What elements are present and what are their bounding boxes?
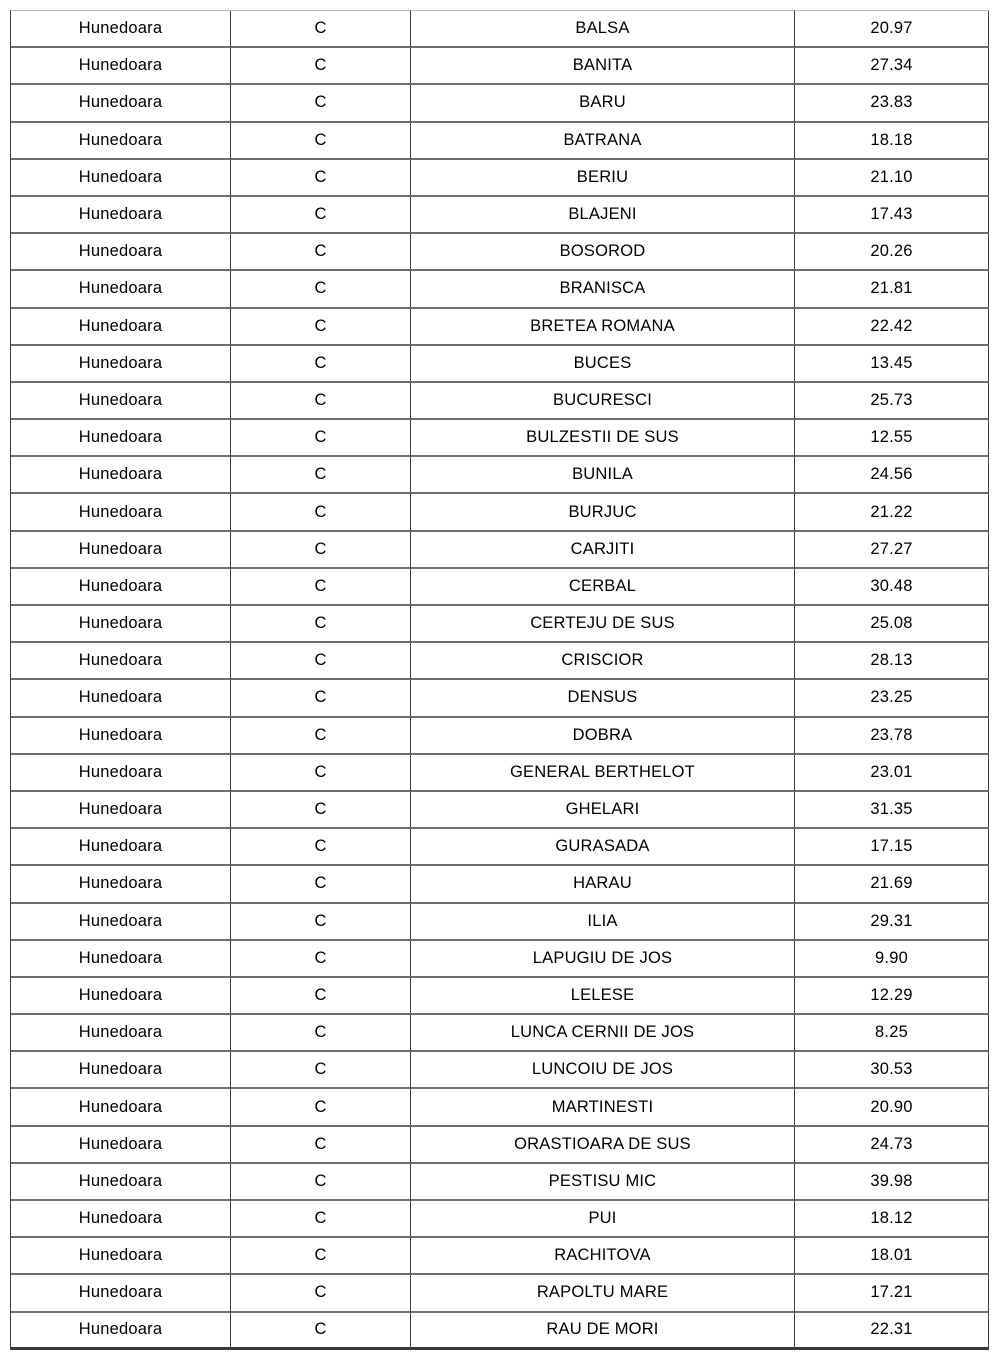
cell-locality: LAPUGIU DE JOS: [411, 941, 795, 978]
cell-county: Hunedoara: [11, 606, 231, 643]
cell-county: Hunedoara: [11, 234, 231, 271]
cell-type: C: [231, 234, 411, 271]
cell-county: Hunedoara: [11, 197, 231, 234]
cell-locality: ORASTIOARA DE SUS: [411, 1127, 795, 1164]
cell-type: C: [231, 904, 411, 941]
cell-locality: CRISCIOR: [411, 643, 795, 680]
cell-locality: LUNCA CERNII DE JOS: [411, 1015, 795, 1052]
cell-locality: RAPOLTU MARE: [411, 1275, 795, 1312]
cell-locality: CERTEJU DE SUS: [411, 606, 795, 643]
cell-type: C: [231, 792, 411, 829]
cell-county: Hunedoara: [11, 680, 231, 717]
cell-value: 21.69: [795, 866, 989, 903]
cell-locality: BRANISCA: [411, 271, 795, 308]
cell-locality: DOBRA: [411, 718, 795, 755]
cell-county: Hunedoara: [11, 866, 231, 903]
cell-type: C: [231, 1052, 411, 1089]
cell-type: C: [231, 383, 411, 420]
cell-value: 13.45: [795, 346, 989, 383]
cell-type: C: [231, 11, 411, 48]
cell-locality: MARTINESTI: [411, 1089, 795, 1126]
cell-type: C: [231, 1164, 411, 1201]
cell-value: 23.78: [795, 718, 989, 755]
cell-locality: BOSOROD: [411, 234, 795, 271]
cell-value: 17.15: [795, 829, 989, 866]
cell-locality: CARJITI: [411, 532, 795, 569]
cell-locality: BRETEA ROMANA: [411, 309, 795, 346]
cell-locality: PESTISU MIC: [411, 1164, 795, 1201]
cell-type: C: [231, 829, 411, 866]
cell-type: C: [231, 457, 411, 494]
cell-value: 30.48: [795, 569, 989, 606]
cell-county: Hunedoara: [11, 1164, 231, 1201]
cell-value: 27.27: [795, 532, 989, 569]
cell-value: 20.97: [795, 11, 989, 48]
cell-type: C: [231, 123, 411, 160]
cell-value: 18.18: [795, 123, 989, 160]
cell-value: 21.10: [795, 160, 989, 197]
cell-county: Hunedoara: [11, 792, 231, 829]
cell-value: 17.21: [795, 1275, 989, 1312]
cell-locality: GHELARI: [411, 792, 795, 829]
cell-county: Hunedoara: [11, 123, 231, 160]
cell-county: Hunedoara: [11, 978, 231, 1015]
cell-value: 22.31: [795, 1313, 989, 1350]
cell-locality: PUI: [411, 1201, 795, 1238]
cell-type: C: [231, 755, 411, 792]
cell-type: C: [231, 85, 411, 122]
cell-locality: BERIU: [411, 160, 795, 197]
cell-county: Hunedoara: [11, 85, 231, 122]
cell-type: C: [231, 494, 411, 531]
cell-locality: GENERAL BERTHELOT: [411, 755, 795, 792]
cell-county: Hunedoara: [11, 160, 231, 197]
cell-county: Hunedoara: [11, 1238, 231, 1275]
cell-county: Hunedoara: [11, 1015, 231, 1052]
cell-county: Hunedoara: [11, 1052, 231, 1089]
cell-value: 31.35: [795, 792, 989, 829]
cell-county: Hunedoara: [11, 271, 231, 308]
cell-county: Hunedoara: [11, 494, 231, 531]
cell-locality: BATRANA: [411, 123, 795, 160]
cell-type: C: [231, 271, 411, 308]
cell-type: C: [231, 1201, 411, 1238]
cell-value: 25.73: [795, 383, 989, 420]
cell-type: C: [231, 1015, 411, 1052]
cell-county: Hunedoara: [11, 48, 231, 85]
cell-county: Hunedoara: [11, 11, 231, 48]
cell-value: 24.73: [795, 1127, 989, 1164]
cell-county: Hunedoara: [11, 643, 231, 680]
cell-locality: BULZESTII DE SUS: [411, 420, 795, 457]
cell-type: C: [231, 48, 411, 85]
cell-locality: BANITA: [411, 48, 795, 85]
cell-value: 21.22: [795, 494, 989, 531]
cell-value: 18.01: [795, 1238, 989, 1275]
cell-value: 25.08: [795, 606, 989, 643]
cell-locality: BURJUC: [411, 494, 795, 531]
cell-value: 12.55: [795, 420, 989, 457]
cell-value: 20.26: [795, 234, 989, 271]
cell-type: C: [231, 1275, 411, 1312]
cell-locality: RACHITOVA: [411, 1238, 795, 1275]
cell-locality: BLAJENI: [411, 197, 795, 234]
cell-locality: BUCES: [411, 346, 795, 383]
cell-type: C: [231, 532, 411, 569]
cell-type: C: [231, 680, 411, 717]
cell-type: C: [231, 346, 411, 383]
cell-county: Hunedoara: [11, 941, 231, 978]
cell-county: Hunedoara: [11, 1089, 231, 1126]
cell-type: C: [231, 309, 411, 346]
cell-value: 28.13: [795, 643, 989, 680]
cell-county: Hunedoara: [11, 1275, 231, 1312]
cell-county: Hunedoara: [11, 829, 231, 866]
cell-type: C: [231, 420, 411, 457]
cell-type: C: [231, 569, 411, 606]
cell-value: 30.53: [795, 1052, 989, 1089]
cell-locality: ILIA: [411, 904, 795, 941]
cell-value: 23.01: [795, 755, 989, 792]
cell-type: C: [231, 1089, 411, 1126]
cell-locality: BUCURESCI: [411, 383, 795, 420]
cell-type: C: [231, 941, 411, 978]
cell-value: 8.25: [795, 1015, 989, 1052]
cell-value: 18.12: [795, 1201, 989, 1238]
cell-type: C: [231, 606, 411, 643]
cell-locality: BARU: [411, 85, 795, 122]
cell-county: Hunedoara: [11, 904, 231, 941]
cell-value: 21.81: [795, 271, 989, 308]
cell-value: 17.43: [795, 197, 989, 234]
cell-value: 9.90: [795, 941, 989, 978]
data-table: [10, 10, 989, 1350]
cell-county: Hunedoara: [11, 1201, 231, 1238]
cell-county: Hunedoara: [11, 457, 231, 494]
cell-locality: LUNCOIU DE JOS: [411, 1052, 795, 1089]
cell-locality: GURASADA: [411, 829, 795, 866]
cell-type: C: [231, 643, 411, 680]
cell-type: C: [231, 197, 411, 234]
cell-county: Hunedoara: [11, 309, 231, 346]
cell-county: Hunedoara: [11, 1127, 231, 1164]
cell-locality: HARAU: [411, 866, 795, 903]
cell-value: 20.90: [795, 1089, 989, 1126]
cell-county: Hunedoara: [11, 383, 231, 420]
cell-county: Hunedoara: [11, 718, 231, 755]
cell-value: 23.83: [795, 85, 989, 122]
cell-locality: DENSUS: [411, 680, 795, 717]
cell-county: Hunedoara: [11, 532, 231, 569]
cell-value: 39.98: [795, 1164, 989, 1201]
cell-type: C: [231, 866, 411, 903]
cell-value: 24.56: [795, 457, 989, 494]
cell-county: Hunedoara: [11, 420, 231, 457]
cell-type: C: [231, 718, 411, 755]
cell-type: C: [231, 1127, 411, 1164]
cell-value: 23.25: [795, 680, 989, 717]
cell-type: C: [231, 1238, 411, 1275]
cell-locality: BALSA: [411, 11, 795, 48]
cell-type: C: [231, 978, 411, 1015]
cell-county: Hunedoara: [11, 1313, 231, 1350]
cell-locality: LELESE: [411, 978, 795, 1015]
cell-locality: BUNILA: [411, 457, 795, 494]
cell-county: Hunedoara: [11, 755, 231, 792]
cell-value: 27.34: [795, 48, 989, 85]
cell-value: 22.42: [795, 309, 989, 346]
cell-type: C: [231, 160, 411, 197]
cell-value: 12.29: [795, 978, 989, 1015]
cell-county: Hunedoara: [11, 346, 231, 383]
cell-value: 29.31: [795, 904, 989, 941]
cell-locality: CERBAL: [411, 569, 795, 606]
cell-locality: RAU DE MORI: [411, 1313, 795, 1350]
cell-type: C: [231, 1313, 411, 1350]
cell-county: Hunedoara: [11, 569, 231, 606]
